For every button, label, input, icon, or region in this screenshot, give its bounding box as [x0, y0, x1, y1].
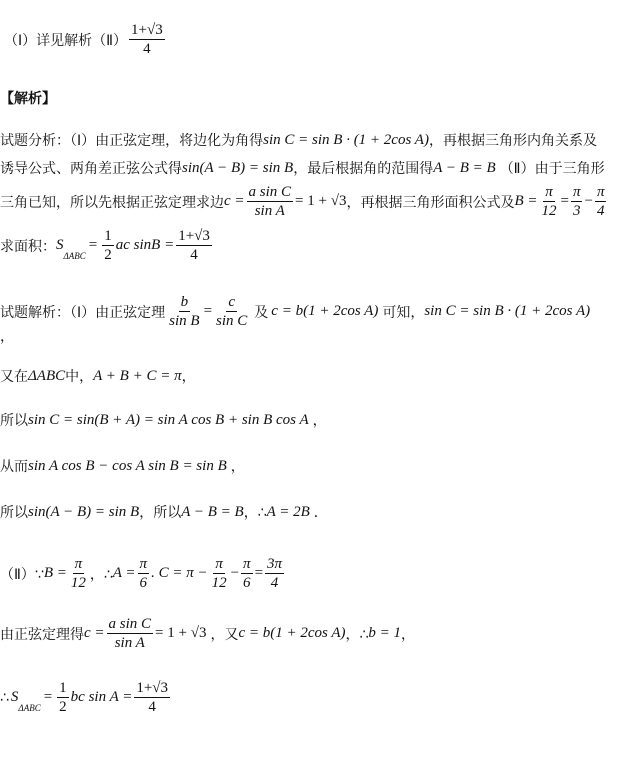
answer-line — [4, 22, 167, 57]
analysis-line2-text-b: ，最后根据角的范围得 — [293, 161, 434, 177]
B-eq: B = — [43, 565, 67, 581]
solution-line7-text: 所以 — [0, 413, 28, 429]
solution-line8-math: sin A cos B − cos A sin B = sin B — [28, 457, 227, 474]
asinC-numerator: a sin C — [108, 616, 152, 632]
answer-fraction-denominator: 4 — [143, 41, 151, 57]
analysis-line2-text: 诱导公式、两角差正弦公式得 — [0, 161, 182, 177]
c-fraction — [107, 616, 154, 651]
analysis-line4-text: 求面积： — [0, 238, 56, 255]
twelve-denominator: 12 — [541, 203, 557, 219]
analysis-line2-math2: A − B = B — [433, 159, 496, 176]
analysis-line2-text-c: （Ⅱ）由于三角形 — [499, 161, 605, 177]
solution-line9-math3: A = 2B — [266, 503, 310, 520]
solution-line5-know: 可知， — [382, 304, 425, 321]
solution-line12-mid: bc sin A = — [70, 689, 133, 705]
solution-line-11 — [0, 616, 415, 651]
four-denominator: 4 — [596, 203, 605, 219]
equals-sign: = — [254, 565, 264, 581]
final-numerator: 1+√3 — [136, 680, 169, 696]
c-eq: c = — [84, 625, 105, 641]
pi-numerator: π — [243, 556, 251, 572]
half-numerator: 1 — [104, 228, 112, 244]
analysis-line3-fraction — [247, 184, 294, 219]
half-denominator: 2 — [59, 699, 67, 715]
solution-line11-comma: ， — [401, 626, 416, 643]
analysis-line-1 — [0, 130, 597, 150]
solution-line5-math2: sin C = sin B · (1 + 2cos A) — [424, 303, 591, 319]
sinB-denominator: sin B — [169, 313, 200, 329]
analysis-line3-B-eq: B = — [514, 193, 538, 209]
solution-line9-text: 所以 — [0, 505, 28, 521]
solution-line-8 — [0, 456, 245, 476]
A-eq: A = — [112, 565, 136, 581]
solution-line5-comma: ， — [0, 329, 14, 345]
analysis-line4-fraction — [176, 228, 212, 263]
six-denominator: 6 — [139, 575, 148, 591]
solution-line9-text-b: ，所以 — [139, 505, 182, 521]
solution-line6-comma: ， — [181, 369, 196, 385]
B-fraction — [69, 556, 88, 591]
solution-line6-text-b: 中， — [65, 369, 94, 385]
solution-line-6 — [0, 366, 196, 386]
solution-line8-comma: ， — [230, 459, 245, 475]
solution-line7-math: sin C = sin(B + A) = sin A cos B + sin B cos A — [28, 411, 309, 428]
analysis-line3-text: 三角已知，所以先根据正弦定理求边 — [0, 194, 224, 211]
three-pi-numerator: 3π — [267, 556, 283, 572]
area-numerator: 1+√3 — [178, 228, 210, 244]
c-result: = 1 + √3 — [155, 625, 207, 641]
C-frac-12 — [210, 556, 229, 591]
pi-numerator: π — [572, 184, 581, 200]
final-area-fraction — [134, 680, 170, 715]
pi-numerator: π — [215, 556, 223, 572]
solution-line9-therefore: ，∴ — [243, 505, 267, 521]
twelve-denominator: 12 — [211, 575, 227, 591]
solution-line5-text: 试题解析：（Ⅰ）由正弦定理 — [0, 304, 166, 321]
solution-line9-math: sin(A − B) = sin B — [28, 503, 140, 520]
solution-line11-also: ，又 — [210, 626, 239, 643]
b-value: b = 1 — [368, 625, 402, 641]
equals-sign: = — [43, 689, 53, 705]
solution-line11-math: c = b(1 + 2cos A) — [238, 625, 346, 641]
pi-numerator: π — [596, 184, 605, 200]
section-header: 【解析】 — [0, 91, 56, 107]
analysis-line3-text-b: ，再根据三角形面积公式及 — [346, 194, 515, 211]
answer-fraction-numerator: 1+√3 — [131, 22, 163, 38]
solution-line10-therefore: ，∴ — [89, 566, 113, 583]
pi-numerator: π — [545, 184, 553, 200]
angle-sum-math: A + B + C = π — [93, 367, 182, 384]
solution-line-9 — [0, 502, 328, 522]
analysis-line3-pi4 — [595, 184, 607, 219]
sinA-denominator: sin A — [114, 635, 145, 651]
analysis-line-3: 三角已知，所以先根据正弦定理求边 c = $\frac{\text{a sin C}}{\text{sin A}}$ = 1 + √3 ，再根据三角形面积公式及 B = $\frac{\pi}{12}$ = $\frac{\pi}{3}$ − $\frac{\pi}{4}$ — [0, 184, 605, 219]
four-denominator: 4 — [270, 575, 279, 591]
solution-line7-comma: ， — [312, 413, 327, 429]
minus-sign: − — [230, 565, 240, 581]
solution-line9-period: ． — [313, 505, 328, 521]
analysis-line3-pi12 — [540, 184, 559, 219]
analysis-line-4: 求面积： S ΔABC = $\frac{1}{2}$ ac sinB = $\frac{1+√3}{4}$ — [0, 228, 210, 263]
pi-numerator: π — [139, 556, 148, 572]
answer-fraction — [129, 22, 165, 57]
final-denominator: 4 — [148, 699, 156, 715]
analysis-line1-math: sin C = sin B · (1 + 2cos A) — [263, 131, 429, 148]
C-result — [265, 556, 284, 591]
solution-line8-text: 从而 — [0, 459, 28, 475]
c-numerator: c — [228, 294, 235, 310]
analysis-line3-numerator: a sin C — [248, 184, 292, 200]
C-eq: . C = π − — [151, 565, 208, 581]
area-subscript: ΔABC — [18, 703, 41, 713]
analysis-line1-text-b: ，再根据三角形内角关系及 — [428, 133, 597, 149]
pi-numerator: π — [74, 556, 83, 572]
law-of-sines-b — [167, 294, 201, 329]
solution-line11-text: 由正弦定理得 — [0, 626, 84, 643]
solution-line11-therefore: ，∴ — [345, 626, 369, 643]
three-denominator: 3 — [572, 203, 581, 219]
answer-prefix: （Ⅰ）详见解析（Ⅱ） — [4, 32, 128, 49]
twelve-denominator: 12 — [70, 575, 86, 591]
half-numerator: 1 — [59, 680, 67, 696]
area-denominator: 4 — [190, 247, 198, 263]
sinC-denominator: sin C — [216, 313, 248, 329]
area-subscript: ΔABC — [63, 251, 86, 261]
b-numerator: b — [180, 294, 189, 310]
and-text: 及 — [254, 304, 269, 321]
solution-line-5: 试题解析：（Ⅰ）由正弦定理 $\frac{b}{\text{sin B}}$ = $\frac{c}{\text{sin C}}$ 及 c = b(1 + 2cos A) 可知， sin C = sin B · (1 + 2cos A) — [0, 294, 591, 329]
half-fraction — [102, 228, 114, 263]
solution-line9-math2: A − B = B — [181, 503, 244, 520]
A-fraction — [138, 556, 150, 591]
analysis-line3-result: = 1 + √3 — [295, 193, 347, 209]
analysis-line2-math: sin(A − B) = sin B — [182, 159, 294, 176]
analysis-line1-text: 试题分析：（Ⅰ）由正弦定理，将边化为角得 — [0, 133, 264, 149]
analysis-line4-mid: ac sinB = — [115, 237, 175, 253]
six-denominator: 6 — [243, 575, 251, 591]
analysis-line3-denominator: sin A — [254, 203, 285, 219]
area-symbol: S — [56, 237, 64, 253]
law-of-sines-c — [214, 294, 249, 329]
triangle-label: ΔABC — [28, 367, 66, 384]
therefore-symbol: ∴ — [0, 689, 9, 706]
solution-line-7 — [0, 410, 327, 430]
solution-line-12 — [0, 680, 172, 715]
half-denominator: 2 — [104, 247, 112, 263]
solution-line5-math: c = b(1 + 2cos A) — [271, 303, 379, 319]
analysis-line-2 — [0, 158, 605, 178]
solution-line-10 — [0, 556, 286, 591]
C-frac-6 — [241, 556, 253, 591]
analysis-line3-pi3 — [571, 184, 583, 219]
half-fraction — [57, 680, 69, 715]
area-symbol: S — [10, 689, 19, 705]
solution-line6-text: 又在 — [0, 369, 28, 385]
solution-line10-because: （Ⅱ）∵ — [0, 566, 44, 583]
analysis-line3-c-eq: c = — [224, 193, 245, 209]
